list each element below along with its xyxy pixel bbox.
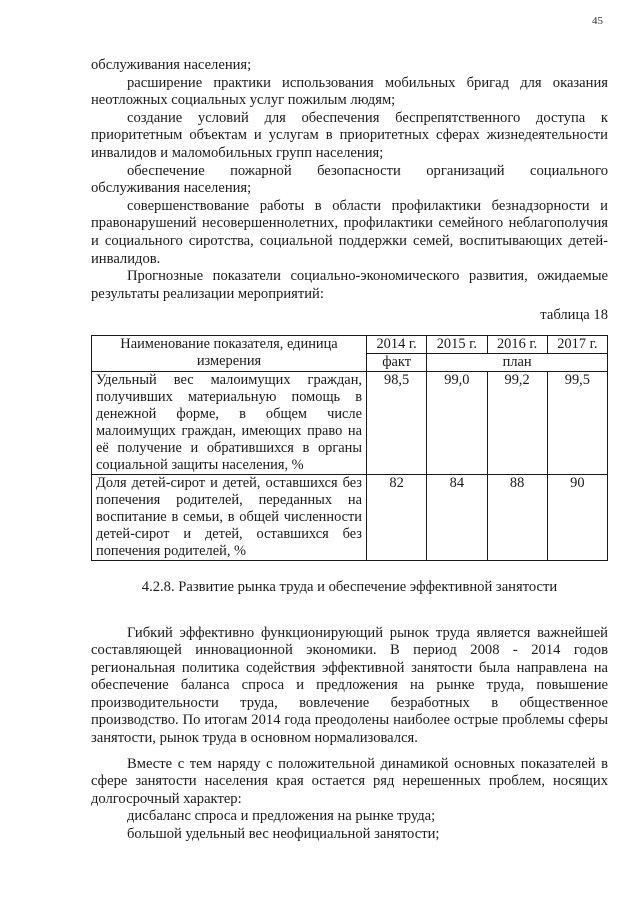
paragraph: дисбаланс спроса и предложения на рынке труда; xyxy=(127,808,436,825)
document-body xyxy=(91,57,608,844)
paragraph: создание условий для обеспечения беспрепятственного доступа к приоритетным объектам и услугам в приоритетных сферах жизнедеятельности инвалидов и маломобильных групп населения; xyxy=(91,109,608,161)
value-cell: 98,5 xyxy=(367,371,427,474)
value-cell: 90 xyxy=(547,474,607,560)
top-paragraphs xyxy=(91,57,608,303)
section-heading: 4.2.8. Развитие рынка труда и обеспечение эффективной занятости xyxy=(141,578,558,595)
indicator-name: Доля детей-сирот и детей, оставшихся без попечения родителей, переданных на воспитание в семьи, в общей численности детей-сирот и детей, оставшихся без попечения родителей, % xyxy=(92,474,367,560)
page-number: 45 xyxy=(592,15,603,27)
paragraph: Гибкий эффективно функционирующий рынок труда является важнейшей составляющей инновационной экономики. В период 2008 - 2014 годов региональная политика содействия эффективной занятости была направлена на обеспечение баланса спроса и предложения на рынке труда, повышение производительности труда, вовлечение безработных в общественное производство. По итогам 2014 года преодолены наиболее острые проблемы сферы занятости, рынок труда в основном нормализовался. xyxy=(91,624,608,747)
value-cell: 84 xyxy=(427,474,487,560)
value-cell: 99,5 xyxy=(547,371,607,474)
value-cell: 99,0 xyxy=(427,371,487,474)
paragraph: совершенствование работы в области профилактики безнадзорности и правонарушений несовершеннолетних, профилактики семейного неблагополучия и социального сиротства, социальной поддержки семей, воспитывающих детей-инвалидов. xyxy=(91,197,608,267)
header-year: 2016 г. xyxy=(487,335,547,353)
paragraph: Вместе с тем наряду с положительной динамикой основных показателей в сфере занятости населения края остается ряд нерешенных проблем, носящих долгосрочный характер: xyxy=(91,755,608,807)
table-row xyxy=(92,474,608,560)
value-cell: 82 xyxy=(367,474,427,560)
header-year: 2017 г. xyxy=(547,335,607,353)
paragraph: Прогнозные показатели социально-экономического развития, ожидаемые результаты реализации мероприятий: xyxy=(91,268,608,302)
paragraph: расширение практики использования мобильных бригад для оказания неотложных социальных услуг пожилым людям; xyxy=(91,74,608,109)
header-fact: факт xyxy=(367,353,427,371)
value-cell: 88 xyxy=(487,474,547,560)
header-year: 2014 г. xyxy=(367,335,427,353)
table-header-row xyxy=(92,335,608,353)
header-plan: план xyxy=(427,353,608,371)
indicator-name: Удельный вес малоимущих граждан, получивших материальную помощь в денежной форме, в общем числе малоимущих граждан, имеющих право на её получение и обратившихся в органы социальной защиты населения, % xyxy=(92,371,367,474)
paragraph: большой удельный вес неофициальной занятости; xyxy=(127,826,440,843)
paragraph: обслуживания населения; xyxy=(91,57,252,73)
bottom-paragraphs xyxy=(91,625,608,844)
indicators-table xyxy=(91,335,608,561)
paragraph: обеспечение пожарной безопасности организаций социального обслуживания населения; xyxy=(91,162,608,197)
header-indicator-name: Наименование показателя, единица измерения xyxy=(92,335,367,371)
value-cell: 99,2 xyxy=(487,371,547,474)
table-row xyxy=(92,371,608,474)
table-caption: таблица 18 xyxy=(540,307,608,324)
header-year: 2015 г. xyxy=(427,335,487,353)
